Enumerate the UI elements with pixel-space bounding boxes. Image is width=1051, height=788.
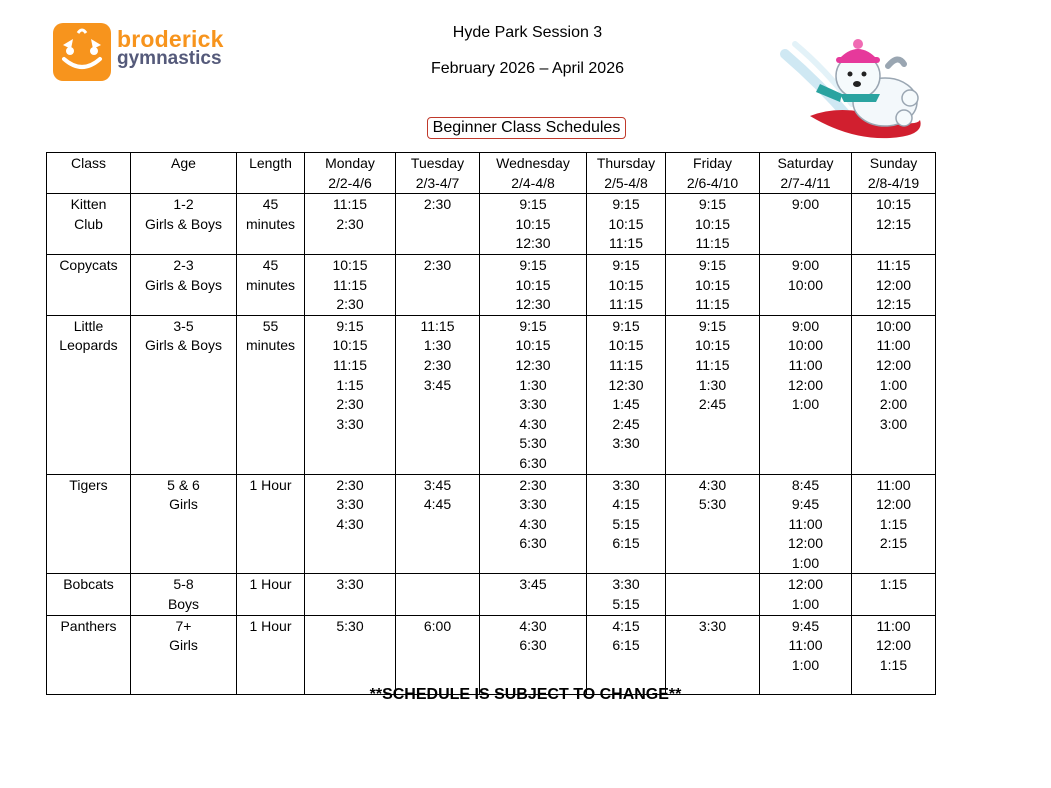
class-name-cell [47,254,131,315]
cell-line: 10:15 [332,337,368,354]
cell-line: 45 [262,256,279,273]
time-cell [852,615,936,694]
table-row [47,254,936,315]
cell-line: 12:00 [875,637,912,654]
cell-line: 9:00 [791,256,820,273]
cell-line: Girls & Boys [144,215,222,232]
time-cell [480,254,587,315]
cell-line: Girls & Boys [144,337,222,354]
cell-line: 11:15 [333,356,367,373]
time-cell [587,254,666,315]
column-header-line: Length [249,155,292,171]
time-cell [305,315,396,474]
length-cell [237,315,305,474]
column-header-line: 2/2-4/6 [328,174,372,191]
cell-line: 2:45 [612,415,640,432]
cell-line: 1:15 [879,656,908,673]
time-cell [396,194,480,255]
cell-line: 1:30 [423,337,452,354]
cell-line: 11:15 [333,196,367,213]
cell-line: 1:00 [791,396,820,413]
cell-line: 12:00 [787,535,824,552]
cell-line: 11:00 [788,515,823,532]
cell-line: Tigers [69,476,108,493]
cell-line: 1:15 [336,376,364,393]
class-name-cell [47,194,131,255]
cell-line: Girls [169,637,198,654]
time-cell [852,474,936,574]
cell-line: 3:30 [519,396,547,413]
cell-line: 10:15 [515,276,551,293]
cell-line: 12:00 [875,276,912,293]
cell-line: 11:00 [788,356,823,373]
cell-line: 12:30 [515,235,551,252]
length-cell [237,474,305,574]
cell-line: 11:15 [333,276,367,293]
cell-line: 11:15 [695,235,730,252]
cell-line: 12:00 [787,576,824,593]
cell-line: 3:30 [519,496,547,513]
column-header-line: 2/6-4/10 [686,174,739,191]
cell-line: 11:15 [695,356,730,373]
cell-line: 10:00 [787,337,824,354]
cell-line: 2:30 [423,196,452,213]
column-header-line: 2/8-4/19 [867,174,920,191]
cell-line: 9:15 [698,256,727,273]
cell-line: 5:30 [698,496,727,513]
cell-line: 3:30 [612,435,640,452]
cell-line: Girls [169,496,198,513]
cell-line: 12:30 [515,356,551,373]
cell-line: 10:15 [515,337,551,354]
time-cell [760,254,852,315]
class-name-cell [47,615,131,694]
time-cell [480,574,587,615]
cell-line: 6:15 [612,535,640,552]
time-cell [760,194,852,255]
schedule-subtitle: Beginner Class Schedules [427,117,627,139]
age-cell [131,615,237,694]
column-header-line: 2/5-4/8 [604,174,648,191]
column-header-line: 2/3-4/7 [415,174,460,191]
cell-line: 2:30 [423,356,452,373]
cell-line: 10:15 [608,276,644,293]
cell-line: 8:45 [791,476,820,493]
time-cell [852,194,936,255]
time-cell [760,315,852,474]
cell-line: Club [74,215,103,232]
cell-line: minutes [245,215,296,232]
cell-line: minutes [245,276,296,293]
cell-line: 3:30 [336,415,364,432]
cell-line: 1:00 [879,376,908,393]
cell-line: 12:00 [875,356,912,373]
cell-line: 1:30 [519,376,547,393]
cell-line: Boys [167,596,200,613]
header-row [47,153,936,194]
time-cell [760,574,852,615]
cell-line: 12:30 [515,296,551,313]
table-row [47,574,936,615]
schedule-table [46,152,936,695]
time-cell [396,315,480,474]
time-cell [480,315,587,474]
time-cell [666,315,760,474]
cell-line: 9:15 [336,317,364,334]
age-cell [131,194,237,255]
time-cell [852,254,936,315]
cell-line: 1:15 [879,576,908,593]
cell-line: 5:30 [336,617,364,634]
column-header-line: 2/4-4/8 [511,174,555,191]
cell-line: 2:30 [519,476,547,493]
time-cell [587,194,666,255]
cell-line: 9:15 [519,317,547,334]
cell-line: Little [73,317,104,334]
table-row [47,194,936,255]
cell-line: 6:15 [612,637,640,654]
age-cell [131,474,237,574]
table-row [47,474,936,574]
column-header-line: 2/7-4/11 [780,174,831,191]
column-header [587,153,666,194]
column-header-line: Friday [693,155,732,171]
column-header-line: Tuesday [410,155,465,171]
cell-line: 9:15 [612,317,640,334]
cell-line: 10:15 [875,196,912,213]
cell-line: 11:00 [876,617,911,634]
table-row [47,315,936,474]
cell-line: 9:15 [698,196,727,213]
cell-line: 6:30 [519,637,547,654]
time-cell [587,615,666,694]
time-cell [305,194,396,255]
cell-line: 9:00 [791,317,820,334]
cell-line: 9:45 [791,617,820,634]
column-header-line: Saturday [777,155,834,171]
cell-line: 2:30 [336,296,364,313]
time-cell [305,474,396,574]
time-cell [305,254,396,315]
cell-line: 4:30 [698,476,727,493]
cell-line: 3:30 [336,576,364,593]
column-header [396,153,480,194]
cell-line: 12:00 [875,496,912,513]
cell-line: 9:15 [698,317,727,334]
cell-line: 11:15 [876,256,911,273]
age-cell [131,254,237,315]
session-dates: February 2026 – April 2026 [430,60,624,77]
cell-line: 1:00 [791,554,820,571]
logo-line-1: broderick [117,26,224,52]
time-cell [666,615,760,694]
cell-line: 2:45 [698,396,727,413]
column-header [305,153,396,194]
cell-line: 2:15 [879,535,908,552]
time-cell [760,474,852,574]
cell-line: 10:15 [694,215,731,232]
cell-line: 1 Hour [249,617,292,634]
cell-line: 3:30 [336,496,364,513]
cell-line: 3:30 [698,617,727,634]
column-header [47,153,131,194]
column-header-line: Monday [325,155,375,171]
time-cell [396,574,480,615]
cell-line: Kitten [70,196,107,213]
cell-line: 5-8 [173,576,194,593]
length-cell [237,615,305,694]
schedule-disclaimer: **SCHEDULE IS SUBJECT TO CHANGE** [369,686,682,703]
length-cell [237,574,305,615]
column-header-line: Age [171,155,196,171]
cell-line: 12:15 [875,296,912,313]
cell-line: 3:30 [612,576,640,593]
cell-line: 4:30 [519,515,547,532]
cell-line: 4:45 [423,496,452,513]
cell-line: 11:15 [609,356,643,373]
cell-line: 2:30 [336,476,364,493]
column-header [852,153,936,194]
time-cell [666,574,760,615]
time-cell [666,254,760,315]
time-cell [396,474,480,574]
time-cell [666,194,760,255]
cell-line: 5:15 [612,596,640,613]
cell-line: 1-2 [173,196,194,213]
cell-line: 11:00 [788,637,823,654]
cell-line: 10:15 [694,276,731,293]
time-cell [396,254,480,315]
cell-line: 11:15 [609,235,643,252]
cell-line: 10:15 [608,215,644,232]
column-header [237,153,305,194]
cell-line: 11:00 [876,337,911,354]
cell-line: 4:15 [612,496,640,513]
cell-line: 6:30 [519,535,547,552]
cell-line: 12:15 [875,215,912,232]
table-row [47,615,936,694]
time-cell [305,574,396,615]
cell-line: 2-3 [173,256,194,273]
cell-line: 3:00 [879,415,908,432]
age-cell [131,315,237,474]
cell-line: 3:30 [612,476,640,493]
cell-line: 10:15 [608,337,644,354]
column-header-line: Wednesday [496,155,570,171]
cell-line: 4:15 [612,617,640,634]
cell-line: 1:00 [791,596,820,613]
cell-line: 1:00 [791,656,820,673]
cell-line: 10:15 [332,256,368,273]
cell-line: 11:15 [609,296,643,313]
cell-line: 1:30 [698,376,727,393]
cell-line: 9:15 [612,196,640,213]
age-cell [131,574,237,615]
time-cell [480,615,587,694]
column-header [666,153,760,194]
cell-line: Leopards [59,337,118,354]
cell-line: 7+ [175,617,192,634]
cell-line: 1 Hour [249,476,292,493]
cell-line: 9:00 [791,196,820,213]
column-header [131,153,237,194]
logo-line-2: gymnastics [117,48,222,69]
length-cell [237,254,305,315]
time-cell [760,615,852,694]
cell-line: 6:00 [423,617,452,634]
cell-line: 4:30 [519,617,547,634]
cell-line: 3-5 [173,317,194,334]
column-header-line: Class [70,155,106,171]
cell-line: 11:00 [876,476,911,493]
cell-line: 2:30 [336,215,364,232]
cell-line: 10:15 [694,337,731,354]
cell-line: 4:30 [519,415,547,432]
cell-line: 9:45 [791,496,820,513]
time-cell [587,574,666,615]
cell-line: 3:45 [519,576,547,593]
time-cell [666,474,760,574]
time-cell [396,615,480,694]
cell-line: 3:45 [423,476,452,493]
cell-line: 10:00 [787,276,824,293]
cell-line: 11:15 [695,296,730,313]
cell-line: Girls & Boys [144,276,222,293]
cell-line: 2:30 [423,256,452,273]
cell-line: 10:00 [875,317,912,334]
cell-line: Bobcats [63,576,114,593]
cell-line: 11:15 [420,317,455,334]
cell-line: 45 [262,196,279,213]
cell-line: 1:45 [612,396,640,413]
column-header [760,153,852,194]
time-cell [852,574,936,615]
column-header [480,153,587,194]
class-name-cell [47,315,131,474]
cell-line: 3:45 [423,376,452,393]
cell-line: 10:15 [515,215,551,232]
cell-line: 5 & 6 [167,476,200,493]
class-name-cell [47,574,131,615]
length-cell [237,194,305,255]
cell-line: 4:30 [336,515,364,532]
cell-line: 9:15 [519,196,547,213]
cell-line: 6:30 [519,454,547,471]
time-cell [480,194,587,255]
polar-bear-sledding-icon [780,24,932,142]
cell-line: 55 [262,317,279,334]
time-cell [480,474,587,574]
time-cell [587,474,666,574]
cell-line: 2:30 [336,396,364,413]
cell-line: 1 Hour [249,576,292,593]
cell-line: 12:30 [608,376,644,393]
class-name-cell [47,474,131,574]
page-title: Hyde Park Session 3 [452,24,603,41]
cell-line: 1:15 [879,515,908,532]
cell-line: Panthers [60,617,117,634]
column-header-line: Thursday [596,155,656,171]
cell-line: 5:15 [612,515,640,532]
cell-line: Copycats [59,256,118,273]
time-cell [587,315,666,474]
cell-line: 5:30 [519,435,547,452]
cell-line: minutes [245,337,296,354]
time-cell [852,315,936,474]
cell-line: 9:15 [612,256,640,273]
cell-line: 2:00 [879,396,908,413]
column-header-line: Sunday [869,155,918,171]
cell-line: 12:00 [787,376,824,393]
cell-line: 9:15 [519,256,547,273]
time-cell [305,615,396,694]
